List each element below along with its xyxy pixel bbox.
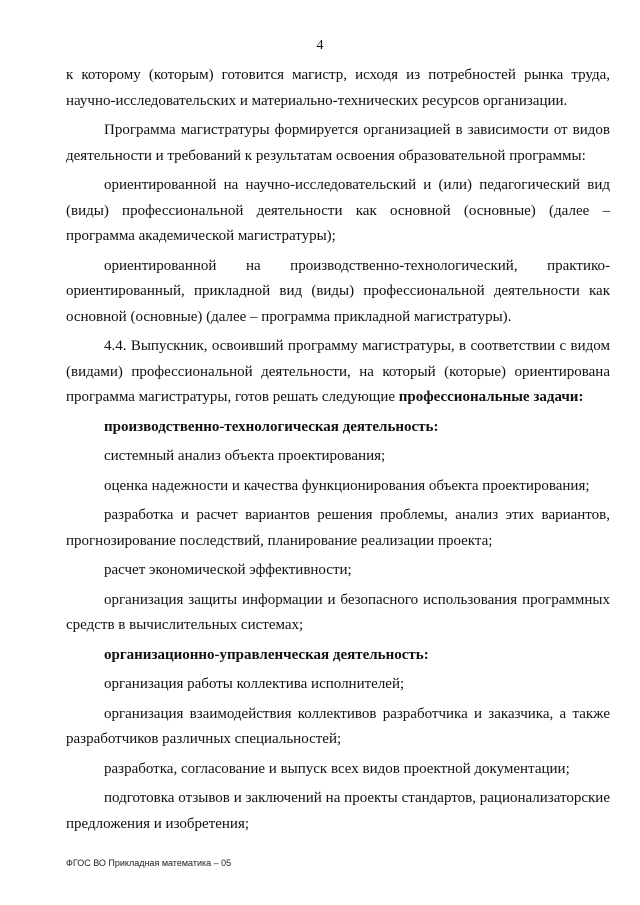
list-item-reliability: оценка надежности и качества функционирования объекта проектирования;: [104, 477, 590, 494]
paragraph-applied-master: ориентированной на производственно-технологический, практико-ориентированный, прикладной вид (виды) профессиональной деятельности как основной (основные) (далее – программа прикладной магистратуры).: [66, 257, 610, 325]
professional-tasks-label: профессиональные задачи:: [398, 389, 584, 405]
list-item-interaction: организация взаимодействия коллективов разработчика и заказчика, а также разработчиков различных специальностей;: [66, 705, 610, 747]
list-item-security: организация защиты информации и безопасного использования программных средств в вычислительных системах;: [66, 591, 610, 633]
list-item-reviews: подготовка отзывов и заключений на проекты стандартов, рационализаторские предложения и изобретения;: [66, 790, 610, 832]
page-footer: ФГОС ВО Прикладная математика – 05: [66, 858, 232, 868]
section-heading-management: организационно-управленческая деятельность:: [104, 646, 429, 663]
page-number: 4: [316, 38, 324, 53]
list-item-system-analysis: системный анализ объекта проектирования;: [104, 448, 386, 464]
graduate-tasks-text: 4.4. Выпускник, освоивший программу магистратуры, в соответствии с видом (видами) профессиональной деятельности, на который (которые) ориентирована программа магистратуры, готов решать следующие: [66, 338, 610, 405]
section-heading-production: производственно-технологическая деятельность:: [104, 418, 439, 435]
paragraph-academic-master: ориентированной на научно-исследовательский и (или) педагогический вид (виды) профессиональной деятельности как основной (основные) (далее – программа академической магистратуры);: [66, 177, 610, 244]
paragraph-continuation: к которому (которым) готовится магистр, исходя из потребностей рынка труда, научно-исследовательских и материально-технических ресурсов организации.: [66, 67, 610, 109]
list-item-team-work: организация работы коллектива исполнителей;: [104, 676, 405, 692]
list-item-documentation: разработка, согласование и выпуск всех видов проектной документации;: [104, 760, 570, 777]
page-body: [66, 63, 610, 841]
paragraph-program-formation: Программа магистратуры формируется организацией в зависимости от видов деятельности и требований к результатам освоения образовательной программы:: [66, 122, 610, 164]
list-item-economic: расчет экономической эффективности;: [104, 562, 352, 578]
list-item-variants: разработка и расчет вариантов решения проблемы, анализ этих вариантов, прогнозирование последствий, планирование реализации проекта;: [66, 507, 610, 549]
paragraph-graduate-tasks: [66, 334, 610, 411]
